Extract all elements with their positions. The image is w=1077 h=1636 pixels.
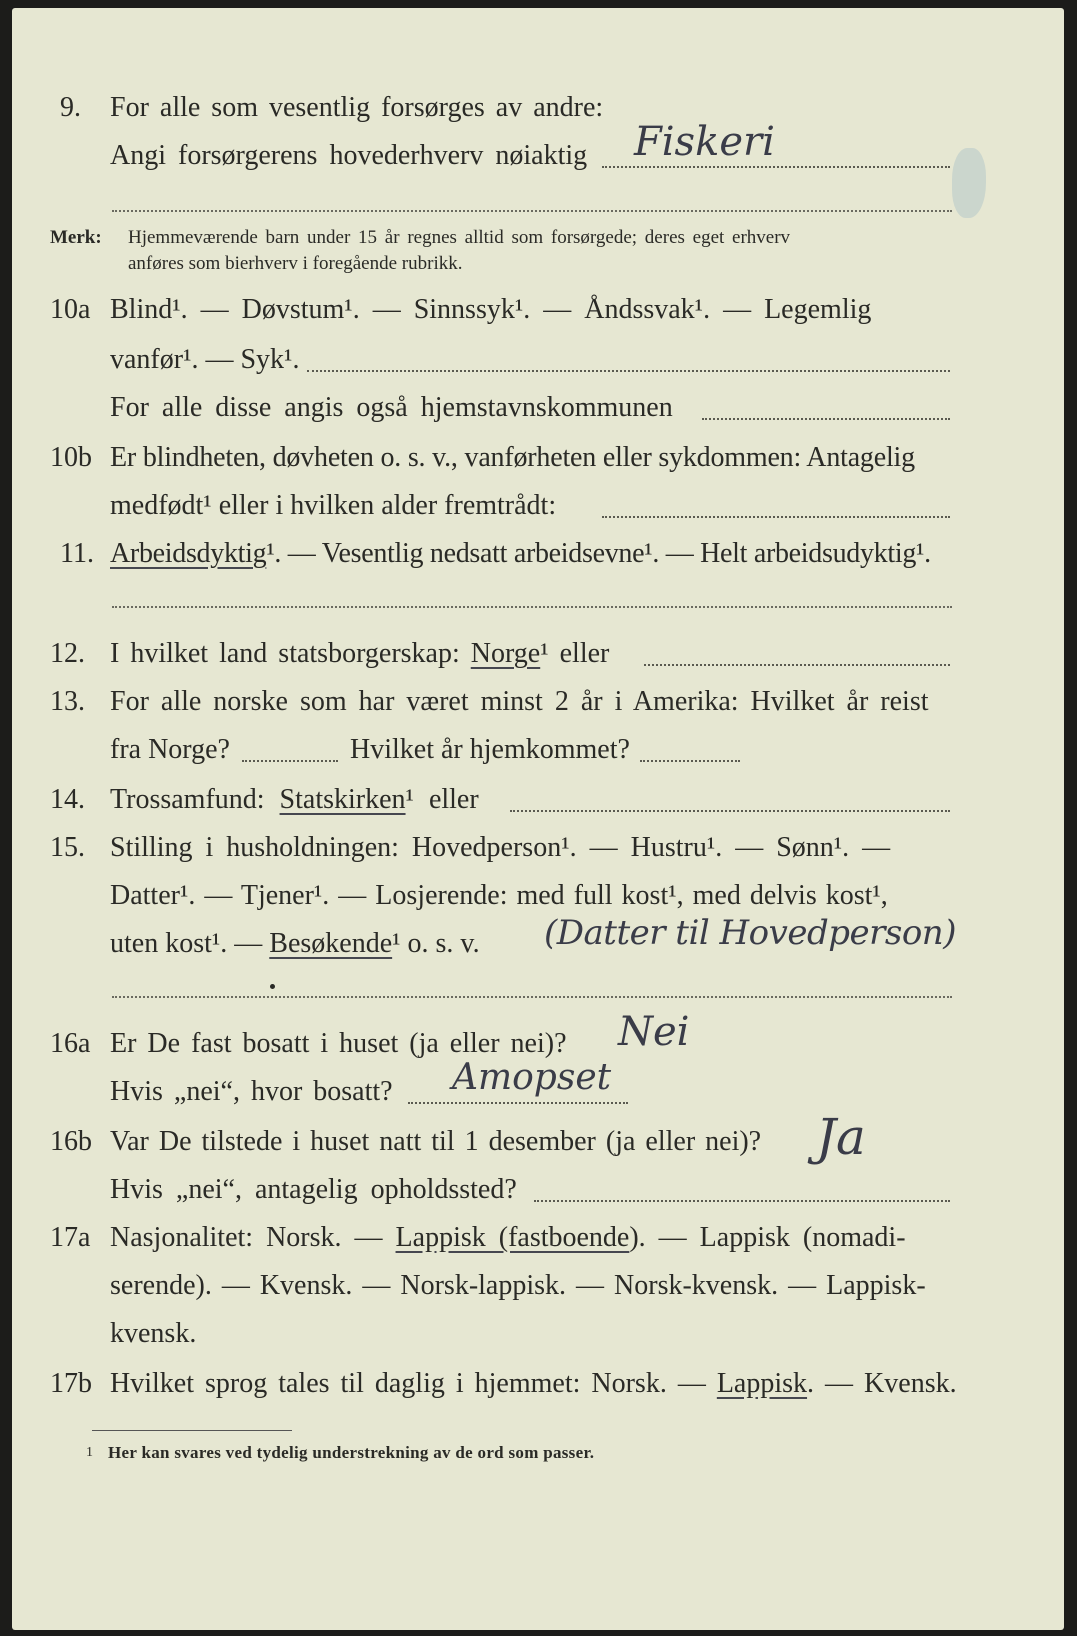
q12-pre: I hvilket land statsborgerskap: [110,638,460,669]
q17a-line1b: ). — Lappisk (nomadi- [629,1222,906,1253]
q9-line1: For alle som vesentlig forsørges av andre: [110,92,604,123]
q17b-text [110,1370,957,1398]
footnote-mark: 1 [86,1445,93,1460]
q13-line1: For alle norske som har været minst 2 år i Amerika: Hvilket år reist [110,686,929,717]
q10a-line1: Blind¹. — Døvstum¹. — Sinnssyk¹. — Åndssvak¹. — Legemlig [110,294,872,325]
q9-handwritten-answer: Fiskeri [634,119,775,165]
q14-answer-line [510,810,950,812]
q17b-pre: Hvilket sprog tales til daglig i hjemmet: Norsk. — [110,1368,706,1399]
q13-line2b: Hvilket år hjemkommet? [350,734,630,765]
q10b-line1: Er blindheten, døvheten o. s. v., vanførheten eller sykdommen: Antagelig [110,442,915,473]
q10a-line3: For alle disse angis også hjemstavnskommunen [110,392,673,423]
footnote-rule [92,1430,292,1431]
q12-number: 12. [50,638,85,669]
q11-rest: ¹. — Vesentlig nedsatt arbeidsevne¹. — Helt arbeidsudyktig¹. [266,538,931,569]
q15-line1: Stilling i husholdningen: Hovedperson¹. — Hustru¹. — Sønn¹. — [110,832,891,863]
note-line1: Hjemmeværende barn under 15 år regnes alltid som forsørgede; deres eget erhverv [128,227,791,248]
ink-stain [952,148,986,218]
q16a-answer-line [408,1102,628,1104]
q16b-handwritten-answer1: Ja [816,1108,866,1166]
q13-year-returned-line [640,760,740,762]
q14-pre: Trossamfund: [110,784,265,815]
q16a-line1: Er De fast bosatt i huset (ja eller nei)? [110,1028,567,1059]
q15-line2: Datter¹. — Tjener¹. — Losjerende: med full kost¹, med delvis kost¹, [110,880,888,911]
q11-number: 11. [60,538,94,569]
q15-handwritten-answer: (Datter til Hovedperson) [544,913,956,953]
q10a-answer-line [307,370,950,372]
q12-selected-option: Norge [470,638,541,669]
q16a-line2: Hvis „nei“, hvor bosatt? [110,1076,393,1107]
q16a-handwritten-answer2: Amopset [452,1057,612,1098]
q16a-number: 16a [50,1028,91,1059]
separator-line [112,210,952,212]
q9-number: 9. [60,92,81,123]
q17a-line1a: Nasjonalitet: Norsk. — [110,1222,383,1253]
q14-text [110,786,479,814]
q14-selected-option: Statskirken [279,784,406,815]
q14-number: 14. [50,784,85,815]
q12-post: ¹ eller [540,638,610,669]
q15-line3b: ¹ o. s. v. [392,928,480,959]
q16b-line1: Var De tilstede i huset natt til 1 desember (ja eller nei)? [110,1126,762,1157]
q17a-number: 17a [50,1222,91,1253]
q10b-number: 10b [50,442,92,473]
q16b-number: 16b [50,1126,92,1157]
q11-selected-option: Arbeidsdyktig [110,538,267,569]
q14-post: ¹ eller [405,784,479,815]
q16a-handwritten-answer1: Nei [618,1009,690,1055]
q10b-answer-line [602,516,950,518]
note-line2: anføres som bierhverv i foregående rubrikk. [128,253,463,274]
q17b-number: 17b [50,1368,92,1399]
q17a-line2: serende). — Kvensk. — Norsk-lappisk. — Norsk-kvensk. — Lappisk- [110,1270,926,1301]
q16b-answer-line [534,1200,950,1202]
separator-line [112,996,952,998]
q13-line2a: fra Norge? [110,734,230,765]
q17b-selected-option: Lappisk [716,1368,808,1399]
q10b-line2: medfødt¹ eller i hvilken alder fremtrådt: [110,490,557,521]
q17b-post: . — Kvensk. [807,1368,957,1399]
q15-selected-option: Besøkende [269,928,393,959]
q12-text [110,640,609,668]
q12-answer-line [644,664,950,666]
footnote-text: Her kan svares ved tydelig understrekning av de ord som passer. [108,1443,595,1462]
q16b-line2: Hvis „nei“, antagelig opholdssted? [110,1174,517,1205]
census-form-page [12,8,1064,1630]
q10a-line2: vanfør¹. — Syk¹. [110,344,300,375]
q10a-municipality-line [702,418,950,420]
q13-number: 13. [50,686,85,717]
q17a-line1 [110,1224,906,1252]
q13-year-left-line [242,760,338,762]
ink-dot [270,984,275,989]
q15-line3 [110,930,480,958]
q15-number: 15. [50,832,85,863]
q17a-line3: kvensk. [110,1318,197,1349]
q10a-number: 10a [50,294,91,325]
q15-line3a: uten kost¹. — [110,928,263,959]
q9-line2: Angi forsørgerens hovederhverv nøiaktig [110,140,588,171]
q11-text [110,540,931,568]
q9-answer-line [602,166,950,168]
note-label: Merk: [50,227,102,248]
separator-line [112,606,952,608]
q17a-selected-option: Lappisk (fastboende [395,1222,630,1253]
